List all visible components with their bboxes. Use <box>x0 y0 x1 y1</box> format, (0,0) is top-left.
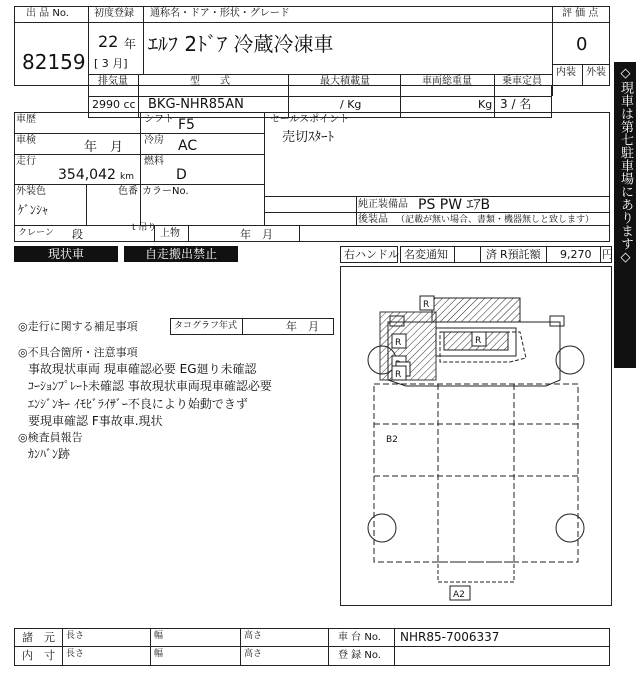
footer-frame <box>14 628 610 666</box>
damage-mark: B2 <box>386 435 398 445</box>
sales-value: 売切ｽﾀｰﾄ <box>282 130 335 145</box>
fugui-line: ｺｰｼｮﾝﾌﾟﾚｰﾄ未確認 事故現状車両現車確認必要 <box>28 379 272 393</box>
shareki-label: 車歴 <box>16 114 36 125</box>
haikiryo-value: 2990 cc <box>92 98 136 111</box>
shadai-no: NHR85-7006337 <box>400 630 500 644</box>
reibo-label: 冷房 <box>144 135 164 146</box>
sales-label: セールスポイント <box>270 114 350 125</box>
soko-hosoku-title: ◎走行に関する補足事項 <box>18 320 138 333</box>
jisai-badge: 自走搬出禁止 <box>124 246 238 262</box>
shuppin-no: 82159 <box>22 50 86 74</box>
shadai-label: 車 台 No. <box>338 632 381 643</box>
gvw-label: 車両総重量 <box>422 76 472 87</box>
meihen-label: 名変通知 <box>404 248 448 261</box>
reibo-value: AC <box>178 138 198 154</box>
year-unit: 年 <box>124 37 137 51</box>
right-handle: 右ハンドル <box>344 248 399 261</box>
max-load-value: / Kg <box>340 98 362 111</box>
katashiki-value: BKG-NHR85AN <box>148 97 244 112</box>
soko-value: 354,042 <box>58 167 116 183</box>
jogen-label: 上物 <box>160 228 180 239</box>
shuppin-label: 出 品 No. <box>26 8 69 19</box>
crane-label: クレーン <box>18 228 54 238</box>
hyoka-label: 評 価 点 <box>562 8 599 19</box>
meihen-check: 済 <box>486 248 497 261</box>
gaiso-label: 外装 <box>586 67 606 78</box>
r-amount: 9,270 <box>560 248 592 261</box>
naigai-label: 内 寸 <box>22 649 55 662</box>
junsei-label: 純正装備品 <box>358 199 408 210</box>
shaken-label: 車検 <box>16 135 36 146</box>
kensain-title: ◎検査員報告 <box>18 431 83 444</box>
damage-mark: R <box>395 370 402 380</box>
capacity-value: 3 / 名 <box>500 97 532 111</box>
first-reg-year: 22 <box>98 32 119 51</box>
crane-t: t 吊り <box>132 223 157 233</box>
naiso-label: 内装 <box>556 67 576 78</box>
gvw-value: Kg <box>478 98 493 111</box>
first-reg-month: [ 3 月] <box>94 57 128 70</box>
side-banner <box>614 62 636 368</box>
toroku-label: 登 録 No. <box>338 650 381 661</box>
capacity-label: 乗車定員 <box>502 76 542 87</box>
damage-mark: A2 <box>453 590 465 600</box>
shaken-value: 年 月 <box>84 140 124 155</box>
vehicle-damage-diagram <box>340 266 612 606</box>
haikiryo-label: 排気量 <box>98 76 128 87</box>
fugui-line: ｴﾝｼﾞﾝｷｰ ｲﾓﾋﾞﾗｲｻﾞｰ不良により始動できず <box>28 397 248 411</box>
height-label: 高さ <box>244 649 263 659</box>
fugui-line: 要現車確認 F事故車.現状 <box>28 414 163 428</box>
kensain-line: ｶﾝﾊﾞﾝ跡 <box>28 447 71 461</box>
r-yotaku-label: R預託額 <box>500 248 541 261</box>
soko-label: 走行 <box>16 156 36 167</box>
side-banner-text: ◇現車は第七駐車場にあります◇ <box>618 66 633 265</box>
damage-mark: R <box>423 300 430 310</box>
car-name: ｴﾙﾌ 2ﾄﾞｱ 冷蔵冷凍車 <box>148 32 334 56</box>
width-label: 幅 <box>154 631 164 641</box>
kokisoubi-label: 後装品 <box>358 214 388 225</box>
shodo-label: 初度登録 <box>94 8 134 19</box>
tacho-label: タコグラフ年式 <box>174 321 238 331</box>
shift-value: F5 <box>178 117 195 133</box>
gaisoshoku-value: ｹﾞﾝｼｬ <box>18 203 49 217</box>
damage-mark: R <box>475 336 482 346</box>
jogen-value: 年 月 <box>240 228 273 241</box>
nenryo-label: 燃料 <box>144 156 164 167</box>
car-name-label: 通称名・ドア・形状・グレード <box>150 8 290 19</box>
soko-unit: km <box>120 172 134 182</box>
crane-dan: 段 <box>72 228 83 241</box>
length-label: 長さ <box>66 649 85 659</box>
nenryo-value: D <box>176 167 187 183</box>
color-no-label: カラーNo. <box>142 186 189 197</box>
iroban-label: 色番 <box>118 186 138 197</box>
gaisoshoku-label: 外装色 <box>16 186 46 197</box>
height-label: 高さ <box>244 631 263 641</box>
katashiki-label: 型 式 <box>190 76 230 87</box>
shoyou-label: 諸 元 <box>22 631 55 644</box>
tacho-value: 年 月 <box>286 320 319 333</box>
r-unit: 円 <box>602 248 613 261</box>
width-label: 幅 <box>154 649 164 659</box>
hyoka-value: 0 <box>576 34 588 55</box>
max-load-label: 最大積載量 <box>320 76 370 87</box>
shift-label: シフト <box>144 114 174 125</box>
kokisoubi-note: （記載が無い場合、書類・機器無しと致します） <box>396 215 595 225</box>
fugui-line: 事故現状車両 現車確認必要 EG廻り未確認 <box>28 362 257 376</box>
junsei-value: PS PW ｴｱB <box>418 197 491 213</box>
length-label: 長さ <box>66 631 85 641</box>
genjosha-badge: 現状車 <box>14 246 118 262</box>
damage-mark: R <box>395 338 402 348</box>
fugui-title: ◎不具合箇所・注意事項 <box>18 346 138 359</box>
